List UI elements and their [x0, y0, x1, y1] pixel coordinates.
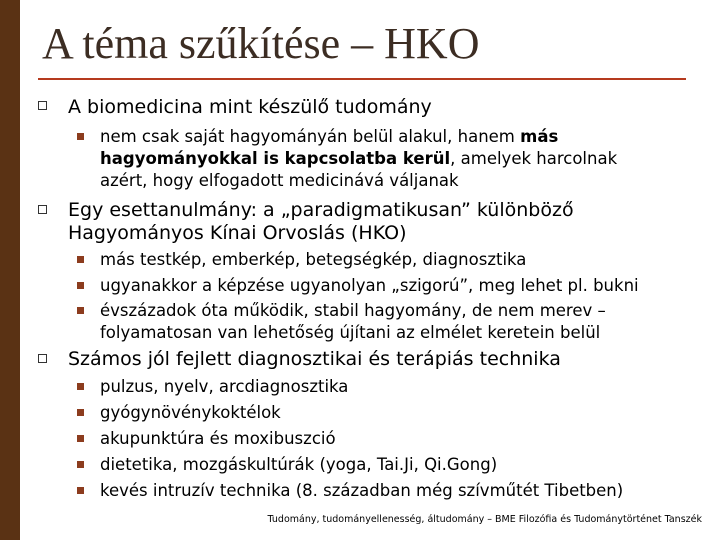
- section-1-sub-1-line-1: nem csak saját hagyományán belül alakul, hanem más: [100, 127, 559, 146]
- bullet-box-icon: [38, 205, 47, 214]
- left-accent-bar: [0, 0, 20, 540]
- bullet-square-icon: [77, 383, 84, 390]
- section-2-sub-3-line-2: folyamatosan van lehetőség újítani az elmélet keretein belül: [100, 323, 601, 342]
- section-2-text-line-2: Hagyományos Kínai Orvoslás (HKO): [68, 222, 407, 244]
- bullet-square-icon: [77, 435, 84, 442]
- bullet-square-icon: [77, 282, 84, 289]
- section-2-sub-3-line-1: évszázadok óta működik, stabil hagyomány, de nem merev –: [100, 301, 606, 320]
- title-divider: [38, 78, 686, 80]
- bullet-square-icon: [77, 487, 84, 494]
- bullet-square-icon: [77, 461, 84, 468]
- bullet-square-icon: [77, 409, 84, 416]
- section-3-sub-4: dietetika, mozgáskultúrák (yoga, Tai.Ji, Qi.Gong): [100, 455, 498, 474]
- section-2-text-line-1: Egy esettanulmány: a „paradigmatikusan” különböző: [68, 199, 574, 221]
- section-1-sub-1-line-3: azért, hogy elfogadott medicinává váljanak: [100, 171, 459, 190]
- section-2-sub-2: ugyanakkor a képzése ugyanolyan „szigorú”, meg lehet pl. bukni: [100, 276, 639, 295]
- section-3-text: Számos jól fejlett diagnosztikai és terápiás technika: [68, 348, 561, 370]
- section-1-text: A biomedicina mint készülő tudomány: [68, 96, 432, 118]
- bullet-square-icon: [77, 307, 84, 314]
- footer-text: Tudomány, tudományellenesség, áltudomány – BME Filozófia és Tudománytörténet Tanszék: [267, 514, 702, 525]
- section-3-sub-5: kevés intruzív technika (8. században még szívműtét Tibetben): [100, 481, 624, 500]
- bullet-square-icon: [77, 256, 84, 263]
- section-2-sub-1: más testkép, emberkép, betegségkép, diagnosztika: [100, 250, 527, 269]
- slide-title: A téma szűkítése – HKO: [42, 19, 480, 68]
- section-1-sub-1-line-2: hagyományokkal is kapcsolatba kerül, amelyek harcolnak: [100, 149, 618, 168]
- bullet-square-icon: [77, 133, 84, 140]
- section-3-sub-2: gyógynövénykoktélok: [100, 403, 281, 422]
- bullet-box-icon: [38, 354, 47, 363]
- section-3-sub-3: akupunktúra és moxibuszció: [100, 429, 336, 448]
- bullet-box-icon: [38, 101, 47, 110]
- section-3-sub-1: pulzus, nyelv, arcdiagnosztika: [100, 377, 349, 396]
